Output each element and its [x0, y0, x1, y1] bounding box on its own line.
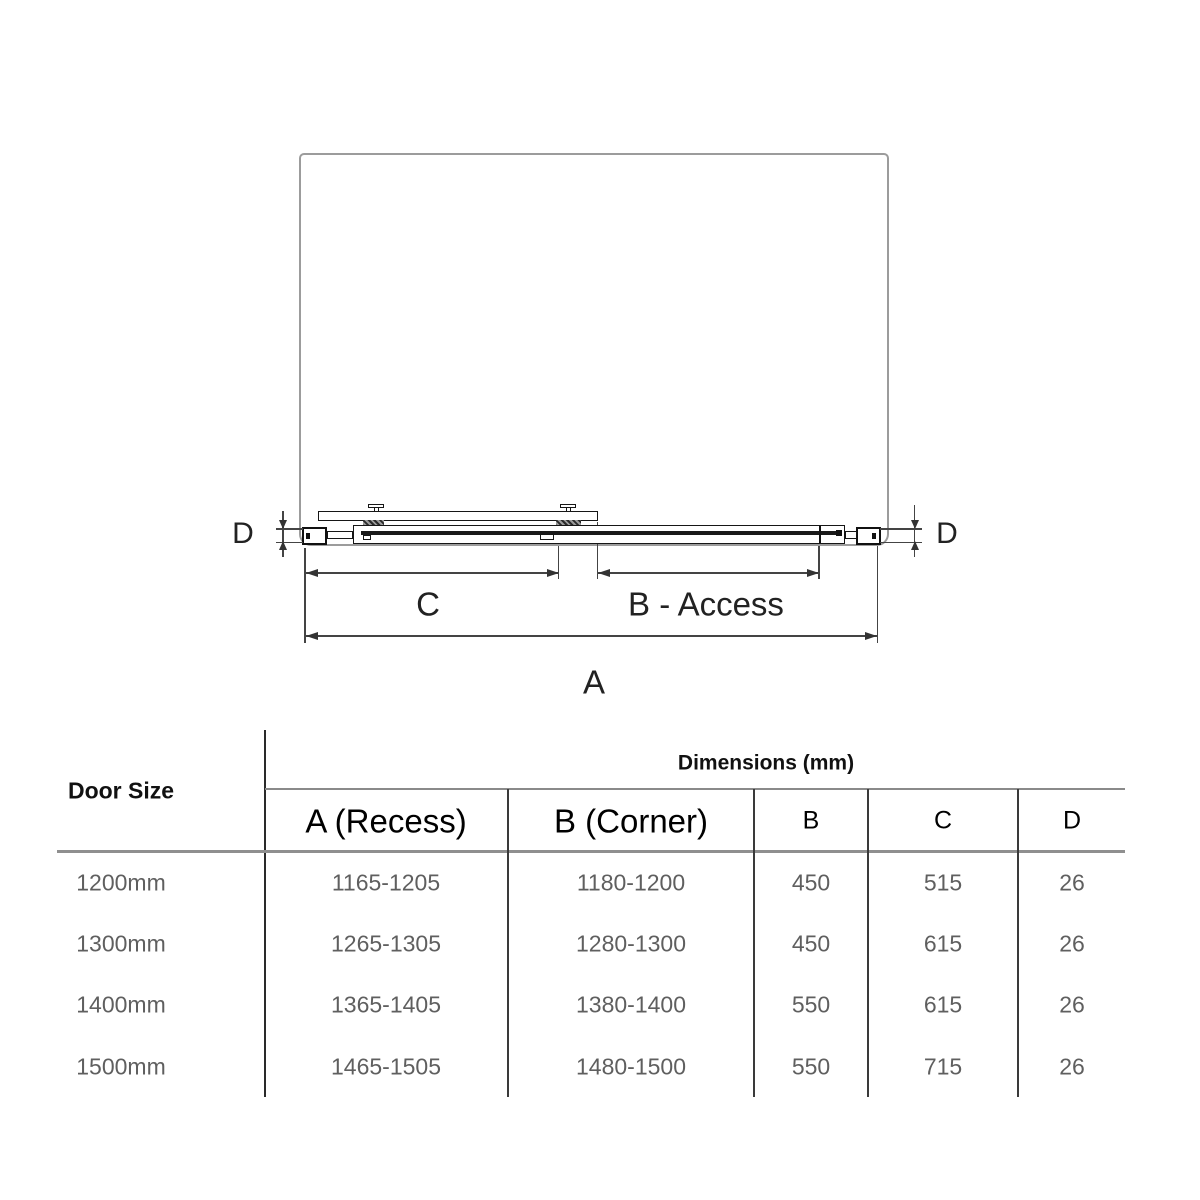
roller-stem-left	[374, 507, 379, 512]
cell-b: 550	[791, 991, 831, 1018]
connector-left	[327, 531, 353, 539]
table-col-header-b: B	[802, 806, 820, 835]
c-arrow-right	[547, 569, 559, 577]
wall-profile-right-notch	[872, 533, 876, 539]
connector-right	[845, 531, 857, 539]
dimensions-table	[0, 720, 1200, 1200]
cell-door-size: 1200mm	[76, 869, 166, 896]
cell-b-corner: 1280-1300	[576, 930, 686, 957]
cell-c: 715	[923, 1053, 963, 1080]
dim-label-c: C	[416, 585, 440, 623]
dim-label-d-left: D	[232, 517, 254, 550]
table-vline-2	[753, 789, 755, 1097]
roller-stem-right	[566, 507, 571, 512]
roller-inner-left	[363, 535, 371, 540]
cell-a-recess: 1465-1505	[331, 1053, 441, 1080]
table-vline-1	[507, 789, 509, 1097]
table-col-header-d: D	[1062, 806, 1082, 835]
dim-label-b-access: B - Access	[628, 585, 784, 623]
table-col-header-a-recess: A (Recess)	[305, 802, 467, 840]
extension-line-left	[304, 548, 306, 643]
cell-a-recess: 1265-1305	[331, 930, 441, 957]
extension-line-a-right	[877, 546, 879, 643]
wall-profile-right	[856, 527, 881, 545]
bumper-mark	[836, 530, 842, 536]
cell-d: 26	[1059, 869, 1085, 896]
table-col-header-b-corner: B (Corner)	[553, 802, 709, 840]
cell-d: 26	[1059, 991, 1085, 1018]
end-cap-divider	[819, 526, 821, 543]
fixed-panel-bar	[353, 525, 845, 544]
cell-b-corner: 1380-1400	[576, 991, 686, 1018]
table-header-door-size: Door Size	[67, 777, 175, 804]
cell-door-size: 1300mm	[76, 930, 166, 957]
b-arrow-right	[807, 569, 819, 577]
cell-b: 550	[791, 1053, 831, 1080]
glass-edge-line	[361, 531, 838, 535]
cell-c: 515	[923, 869, 963, 896]
cell-c: 615	[923, 991, 963, 1018]
d-left-dim-line	[282, 511, 284, 557]
table-hline-header	[265, 788, 1125, 790]
c-arrow-left	[306, 569, 318, 577]
b-arrow-left	[598, 569, 610, 577]
cell-c: 615	[923, 930, 963, 957]
cell-b-corner: 1180-1200	[576, 869, 686, 896]
table-col-header-c: C	[933, 806, 953, 835]
cell-b-corner: 1480-1500	[576, 1053, 686, 1080]
b-dim-line	[598, 572, 819, 574]
table-vline-main	[264, 730, 266, 1097]
wall-profile-left-notch	[306, 533, 310, 539]
dim-label-a: A	[582, 663, 606, 701]
table-header-dimensions: Dimensions (mm)	[677, 751, 855, 775]
a-arrow-left	[306, 632, 318, 640]
d-right-arrow-top	[911, 520, 919, 529]
table-vline-4	[1017, 789, 1019, 1097]
cell-d: 26	[1059, 930, 1085, 957]
glass-panel-outline	[299, 153, 889, 546]
table-vline-3	[867, 789, 869, 1097]
cell-a-recess: 1365-1405	[331, 991, 441, 1018]
c-dim-line	[306, 572, 559, 574]
cell-door-size: 1500mm	[76, 1053, 166, 1080]
a-arrow-right	[865, 632, 877, 640]
cell-b: 450	[791, 869, 831, 896]
d-left-arrow-bottom	[279, 541, 287, 550]
cell-door-size: 1400mm	[76, 991, 166, 1018]
roller-inner-mid	[540, 534, 554, 540]
a-dim-line	[306, 635, 877, 637]
d-left-arrow-top	[279, 520, 287, 529]
dim-label-d-right: D	[936, 517, 958, 550]
table-hline-subheader	[57, 850, 1125, 853]
cell-b: 450	[791, 930, 831, 957]
cell-d: 26	[1059, 1053, 1085, 1080]
d-right-arrow-bottom	[911, 541, 919, 550]
cell-a-recess: 1165-1205	[331, 869, 441, 896]
